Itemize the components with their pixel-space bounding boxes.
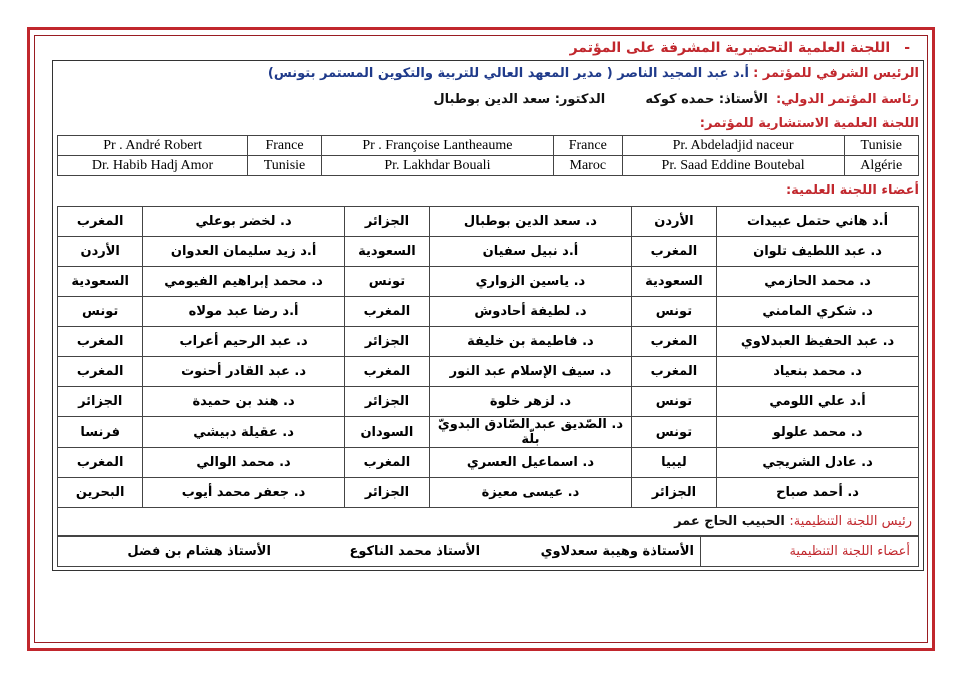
member-name-cell: أ.د علي اللومي <box>717 387 919 417</box>
member-name-cell: د. ياسين الزواري <box>430 267 632 297</box>
member-country-cell: الجزائر <box>344 387 429 417</box>
member-country-cell: المغرب <box>631 327 716 357</box>
scientific-row <box>58 327 919 357</box>
honorary-label: الرئيس الشرفي للمؤتمر : <box>753 66 919 81</box>
member-name-cell: د. محمد إبراهيم الفيومي <box>143 267 344 297</box>
scientific-row <box>58 207 919 237</box>
member-country-cell: Maroc <box>553 156 622 176</box>
scientific-row <box>58 237 919 267</box>
presidency-line <box>53 87 923 113</box>
advisory-row <box>58 156 919 176</box>
member-country-cell: المغرب <box>58 357 143 387</box>
member-name-cell: د. اسماعيل العسري <box>430 448 632 478</box>
member-country-cell: ليبيا <box>631 448 716 478</box>
scientific-row <box>58 357 919 387</box>
presidency-person-1: الأستاذ: حمده كوكه <box>645 92 768 107</box>
member-name-cell: د. عقيلة دبيشي <box>143 417 344 448</box>
member-name-cell: د. لخضر بوعلي <box>143 207 344 237</box>
member-country-cell: المغرب <box>58 327 143 357</box>
advisory-table <box>57 135 919 176</box>
organizing-members-table <box>57 536 919 567</box>
presidency-person-2: الدكتور: سعد الدين بوطبال <box>433 92 606 107</box>
honorary-president-line <box>53 61 923 87</box>
scientific-table <box>57 206 919 536</box>
member-name-cell: Pr. Lakhdar Bouali <box>321 156 553 176</box>
member-country-cell: الجزائر <box>344 478 429 508</box>
organizing-head-label: رئيس اللجنة التنظيمية: <box>789 514 912 529</box>
scientific-row <box>58 417 919 448</box>
member-country-cell: France <box>248 136 322 156</box>
member-country-cell: المغرب <box>344 357 429 387</box>
member-name-cell: د. الصّديق عبد الصّادق البدويّ بلّة <box>430 417 632 448</box>
organizing-members-label-cell <box>701 537 919 567</box>
organizing-head-row <box>58 508 919 536</box>
title-text: اللجنة العلمية التحضيرية المشرفة على المؤتمر <box>569 40 891 56</box>
organizing-members-cell <box>58 537 701 567</box>
member-name-cell: د. سعد الدين بوطبال <box>430 207 632 237</box>
scientific-label: أعضاء اللجنة العلمية: <box>785 183 919 198</box>
title-dash: - <box>904 40 910 56</box>
scientific-row <box>58 478 919 508</box>
organizing-members-row <box>58 537 919 567</box>
member-name-cell: د. لطيفة أحادوش <box>430 297 632 327</box>
member-name-cell: أ.د رضا عبد مولاه <box>143 297 344 327</box>
member-name-cell: أ.د نبيل سفيان <box>430 237 632 267</box>
member-country-cell: Tunisie <box>844 136 918 156</box>
advisory-row <box>58 136 919 156</box>
member-name-cell: Dr. Habib Hadj Amor <box>58 156 248 176</box>
member-country-cell: الأردن <box>58 237 143 267</box>
member-name-cell: د. عبد اللطيف تلوان <box>717 237 919 267</box>
advisory-label: اللجنة العلمية الاستشارية للمؤتمر: <box>699 116 919 131</box>
scientific-row <box>58 297 919 327</box>
member-country-cell: المغرب <box>58 207 143 237</box>
member-country-cell: تونس <box>58 297 143 327</box>
member-country-cell: الجزائر <box>631 478 716 508</box>
scientific-row <box>58 387 919 417</box>
member-country-cell: السعودية <box>58 267 143 297</box>
organizing-member: الأستاذ هشام بن فضل <box>127 544 271 559</box>
member-country-cell: الأردن <box>631 207 716 237</box>
member-name-cell: د. هند بن حميدة <box>143 387 344 417</box>
member-country-cell: تونس <box>631 417 716 448</box>
member-name-cell: د. سيف الإسلام عبد النور <box>430 357 632 387</box>
member-name-cell: Pr. Saad Eddine Boutebal <box>622 156 844 176</box>
member-name-cell: د. محمد بنعياد <box>717 357 919 387</box>
member-name-cell: أ.د هاني حتمل عبيدات <box>717 207 919 237</box>
member-name-cell: د. جعفر محمد أيوب <box>143 478 344 508</box>
document-body <box>52 36 924 571</box>
member-country-cell: البحرين <box>58 478 143 508</box>
member-name-cell: د. عبد الحفيظ العبدلاوي <box>717 327 919 357</box>
organizing-members-label: أعضاء اللجنة التنظيمية <box>789 544 910 559</box>
honorary-value: أ.د عبد المجيد الناصر ( مدير المعهد العالي للتربية والتكوين المستمر بتونس) <box>267 66 750 81</box>
organizing-head-value: الحبيب الحاج عمر <box>674 514 785 529</box>
member-country-cell: Tunisie <box>248 156 322 176</box>
member-country-cell: المغرب <box>344 448 429 478</box>
member-country-cell: فرنسا <box>58 417 143 448</box>
presidency-label: رئاسة المؤتمر الدولي: <box>775 92 919 107</box>
member-country-cell: السعودية <box>344 237 429 267</box>
member-name-cell: د. أحمد صباح <box>717 478 919 508</box>
member-country-cell: Algérie <box>844 156 918 176</box>
member-name-cell: د. فاطيمة بن خليفة <box>430 327 632 357</box>
member-country-cell: المغرب <box>631 357 716 387</box>
member-country-cell: السعودية <box>631 267 716 297</box>
organizing-member: الأستاذة وهيبة سعدلاوي <box>540 544 694 559</box>
member-country-cell: المغرب <box>344 297 429 327</box>
committee-box <box>52 60 924 571</box>
member-country-cell: الجزائر <box>344 207 429 237</box>
member-country-cell: المغرب <box>631 237 716 267</box>
member-country-cell: الجزائر <box>344 327 429 357</box>
organizing-head-cell <box>58 508 919 536</box>
scientific-label-line <box>53 179 923 203</box>
member-country-cell: تونس <box>631 387 716 417</box>
member-country-cell: السودان <box>344 417 429 448</box>
member-country-cell: تونس <box>344 267 429 297</box>
advisory-label-line <box>53 113 923 135</box>
member-name-cell: د. محمد الوالي <box>143 448 344 478</box>
member-name-cell: د. لزهر خلوة <box>430 387 632 417</box>
member-country-cell: تونس <box>631 297 716 327</box>
member-name-cell: أ.د زيد سليمان العدوان <box>143 237 344 267</box>
member-name-cell: د. محمد الحازمي <box>717 267 919 297</box>
member-name-cell: د. عادل الشريجي <box>717 448 919 478</box>
member-name-cell: Pr . Françoise Lantheaume <box>321 136 553 156</box>
organizing-member: الأستاذ محمد الناكوع <box>349 544 481 559</box>
member-name-cell: د. عيسى معيزة <box>430 478 632 508</box>
scientific-row <box>58 267 919 297</box>
member-name-cell: د. محمد علولو <box>717 417 919 448</box>
member-country-cell: الجزائر <box>58 387 143 417</box>
member-name-cell: Pr . André Robert <box>58 136 248 156</box>
scientific-row <box>58 448 919 478</box>
member-name-cell: د. عبد الرحيم أعراب <box>143 327 344 357</box>
member-name-cell: د. عبد القادر أحنوت <box>143 357 344 387</box>
member-country-cell: المغرب <box>58 448 143 478</box>
member-name-cell: Pr. Abdeladjid naceur <box>622 136 844 156</box>
page-title <box>52 36 924 60</box>
member-country-cell: France <box>553 136 622 156</box>
member-name-cell: د. شكري المامني <box>717 297 919 327</box>
